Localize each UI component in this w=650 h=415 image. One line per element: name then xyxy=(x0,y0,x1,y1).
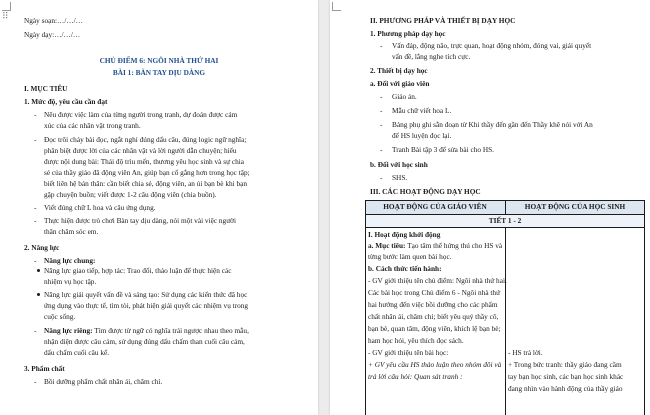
bullet-dash: - xyxy=(34,135,37,144)
subheading-requirements: 1. Mức độ, yêu cầu cần đạt xyxy=(24,97,108,106)
text-line: Viết đúng chữ L hoa và câu ứng dụng. xyxy=(44,203,156,212)
table-row: bạn bè, quan tâm, động viên, khích lệ bạn bè; xyxy=(368,324,501,333)
bullet-dash: - xyxy=(380,106,383,115)
list-item: Mẫu chữ viết hoa L. xyxy=(392,106,452,115)
text-line: Năng lực giao tiếp, hợp tác: Trao đổi, thảo luận để thực hiện các xyxy=(44,266,232,275)
bullet-dot-icon xyxy=(37,293,40,296)
section-objectives: I. MỤC TIÊU xyxy=(24,84,68,93)
bullet-dash: - xyxy=(34,203,37,212)
text-line: phân biệt được lời của các nhân vật và lời người dẫn chuyện; hiểu xyxy=(44,146,237,155)
list-item: để HS luyện đọc lại. xyxy=(392,131,452,140)
period-label: TIẾT 1 - 2 xyxy=(488,216,522,225)
text-line: Đọc trôi chảy bài đọc, ngắt nghỉ đúng dấu câu, đúng logic ngữ nghĩa; xyxy=(44,135,247,144)
text-line: sẻ của thầy giáo đã động viên An, giúp bạn cố gắng hơn trong học tập; xyxy=(44,168,250,177)
bullet-dash: - xyxy=(34,326,37,335)
drag-handle-icon[interactable]: ⠿ xyxy=(2,12,8,22)
text-line: nhận diện được câu cảm, sử dụng đúng dấu chấm than cuối câu cảm, xyxy=(44,337,245,346)
bullet-dash: - xyxy=(380,173,383,182)
column-header-teacher: HOẠT ĐỘNG CỦA GIÁO VIÊN xyxy=(383,202,487,211)
table-border xyxy=(365,200,366,415)
table-row: ham học hỏi, yêu thích đọc sách. xyxy=(368,336,464,345)
text-line: xúc của các nhân vật trong tranh. xyxy=(44,121,141,130)
table-row: trả lời câu hỏi: Quan sát tranh : xyxy=(368,372,463,381)
document-page-right xyxy=(330,0,650,415)
text-line: vấn đề, lắng nghe tích cực. xyxy=(392,52,471,61)
subheading-student: b. Đối với học sinh xyxy=(370,160,428,169)
text-line: cuộc sống. xyxy=(44,312,76,321)
activity-title: I. Hoạt động khởi động xyxy=(368,230,441,239)
lesson-title: BÀI 1: BÀN TAY DỊU DÀNG xyxy=(112,68,206,77)
text-line: biết liên hệ bản thân: cần biết chia sẻ, động viên, an ủi bạn bè khi bạn xyxy=(44,179,248,188)
subheading-equipment: 2. Thiết bị dạy học xyxy=(370,66,428,75)
text-line: ứng dụng vào thực tế, tìm tòi, phát hiện giải quyết các nhiệm vụ trong xyxy=(44,301,249,310)
bullet-dash: - xyxy=(34,377,37,386)
text-line: gặp chuyện buồn; viết được 1-2 câu động viên (chia buồn). xyxy=(44,190,217,199)
table-row: + Trong bức tranh: thầy giáo đang cầm xyxy=(508,360,622,369)
table-border xyxy=(644,200,645,415)
bullet-dash: - xyxy=(34,216,37,225)
crop-mark-icon xyxy=(332,2,341,11)
text-line: Năng lực giải quyết vấn đề và sáng tạo: Sử dụng các kiến thức đã học xyxy=(44,290,248,299)
date-prepared: Ngày soạn:…/…/… xyxy=(24,16,83,25)
subheading-qualities: 3. Phẩm chất xyxy=(24,364,65,373)
table-border xyxy=(365,214,645,215)
objective-label: a. Mục tiêu: xyxy=(368,241,406,250)
table-row: đang nhìn vào hành động của thầy giáo xyxy=(508,384,623,393)
list-item: SHS. xyxy=(392,173,408,182)
text-line: Tạo tâm thế hứng thú cho HS và xyxy=(405,241,503,250)
subheading-teacher: a. Đối với giáo viên xyxy=(370,79,430,88)
bullet-dash: - xyxy=(380,41,383,50)
bullet-dash: - xyxy=(34,110,37,119)
text-line: Nêu được việc làm của từng người trong tranh, dự đoán được cảm xyxy=(44,110,238,119)
bullet-dash: - xyxy=(380,92,383,101)
general-competency-label: Năng lực chung: xyxy=(44,256,96,265)
table-row: tay bạn học sinh, các bạn học sinh khác xyxy=(508,372,624,381)
list-item: Bảng phụ ghi sẵn đoạn từ Khi thầy đến gần đến Thầy khẽ nói với An xyxy=(392,120,593,129)
text-line: Vấn đáp, động não, trực quan, hoạt động nhóm, đóng vai, giải quyết xyxy=(392,41,592,50)
bullet-dash: - xyxy=(380,120,383,129)
text-line: nhiệm vụ học tập. xyxy=(44,277,97,286)
method-label: b. Cách thức tiến hành: xyxy=(368,264,442,273)
text-line: được nội dung bài: Thái độ trìu mến, thương yêu học sinh và sự chia xyxy=(44,157,245,166)
table-row: - GV giới thiệu tên chủ điểm: Ngôi nhà thứ hai. xyxy=(368,276,507,285)
table-row: hai hướng đến việc bồi dưỡng cho các phẩm xyxy=(368,300,498,309)
section-activities: III. CÁC HOẠT ĐỘNG DẠY HỌC xyxy=(370,187,481,196)
subheading-competency: 2. Năng lực xyxy=(24,243,60,252)
column-header-student: HOẠT ĐỘNG CỦA HỌC SINH xyxy=(524,202,626,211)
section-methods: II. PHƯƠNG PHÁP VÀ THIẾT BỊ DẠY HỌC xyxy=(370,16,516,25)
specific-competency-line xyxy=(44,326,249,335)
bullet-dash: - xyxy=(380,145,383,154)
table-row: chất nhân ái, chăm chỉ; biết yêu quý thầy cô, xyxy=(368,312,499,321)
text-line: Tìm được từ ngữ có nghĩa trái ngược nhau theo mẫu, xyxy=(92,326,249,335)
text-line: từng bước làm quen bài học. xyxy=(368,252,452,261)
bullet-dot-icon xyxy=(37,269,40,272)
bullet-dash: - xyxy=(34,256,37,265)
theme-title: CHỦ ĐIỂM 6: NGÔI NHÀ THỨ HAI xyxy=(99,56,219,65)
table-row: - HS trả lời. xyxy=(508,348,543,357)
table-row: - GV giới thiệu tên bài học: xyxy=(368,348,449,357)
document-page-left xyxy=(0,0,318,415)
text-line: thân chăm sóc em. xyxy=(44,227,99,236)
text-line: dấu chấm cuối câu kể. xyxy=(44,348,110,357)
table-row: Các bài học trong Chủ điểm 6 - Ngôi nhà thứ xyxy=(368,288,501,297)
list-item: Tranh Bài tập 3 để sửa bài cho HS. xyxy=(392,145,494,154)
table-border xyxy=(505,227,506,415)
crop-mark-icon xyxy=(2,2,11,11)
text-line: Thực hiện được trò chơi Bàn tay dịu dàng, nói một vài việc người xyxy=(44,216,237,225)
subheading-methods: 1. Phương pháp dạy học xyxy=(370,29,446,38)
table-row: + GV yêu cầu HS thảo luận theo nhóm đôi và xyxy=(368,360,502,369)
date-taught: Ngày dạy:…/…/… xyxy=(24,30,81,39)
specific-competency-label: Năng lực riêng: xyxy=(44,326,93,335)
list-item: Giáo án. xyxy=(392,92,417,101)
text-line: Bồi dưỡng phẩm chất nhân ái, chăm chỉ. xyxy=(44,377,163,386)
objective-line xyxy=(368,241,502,250)
